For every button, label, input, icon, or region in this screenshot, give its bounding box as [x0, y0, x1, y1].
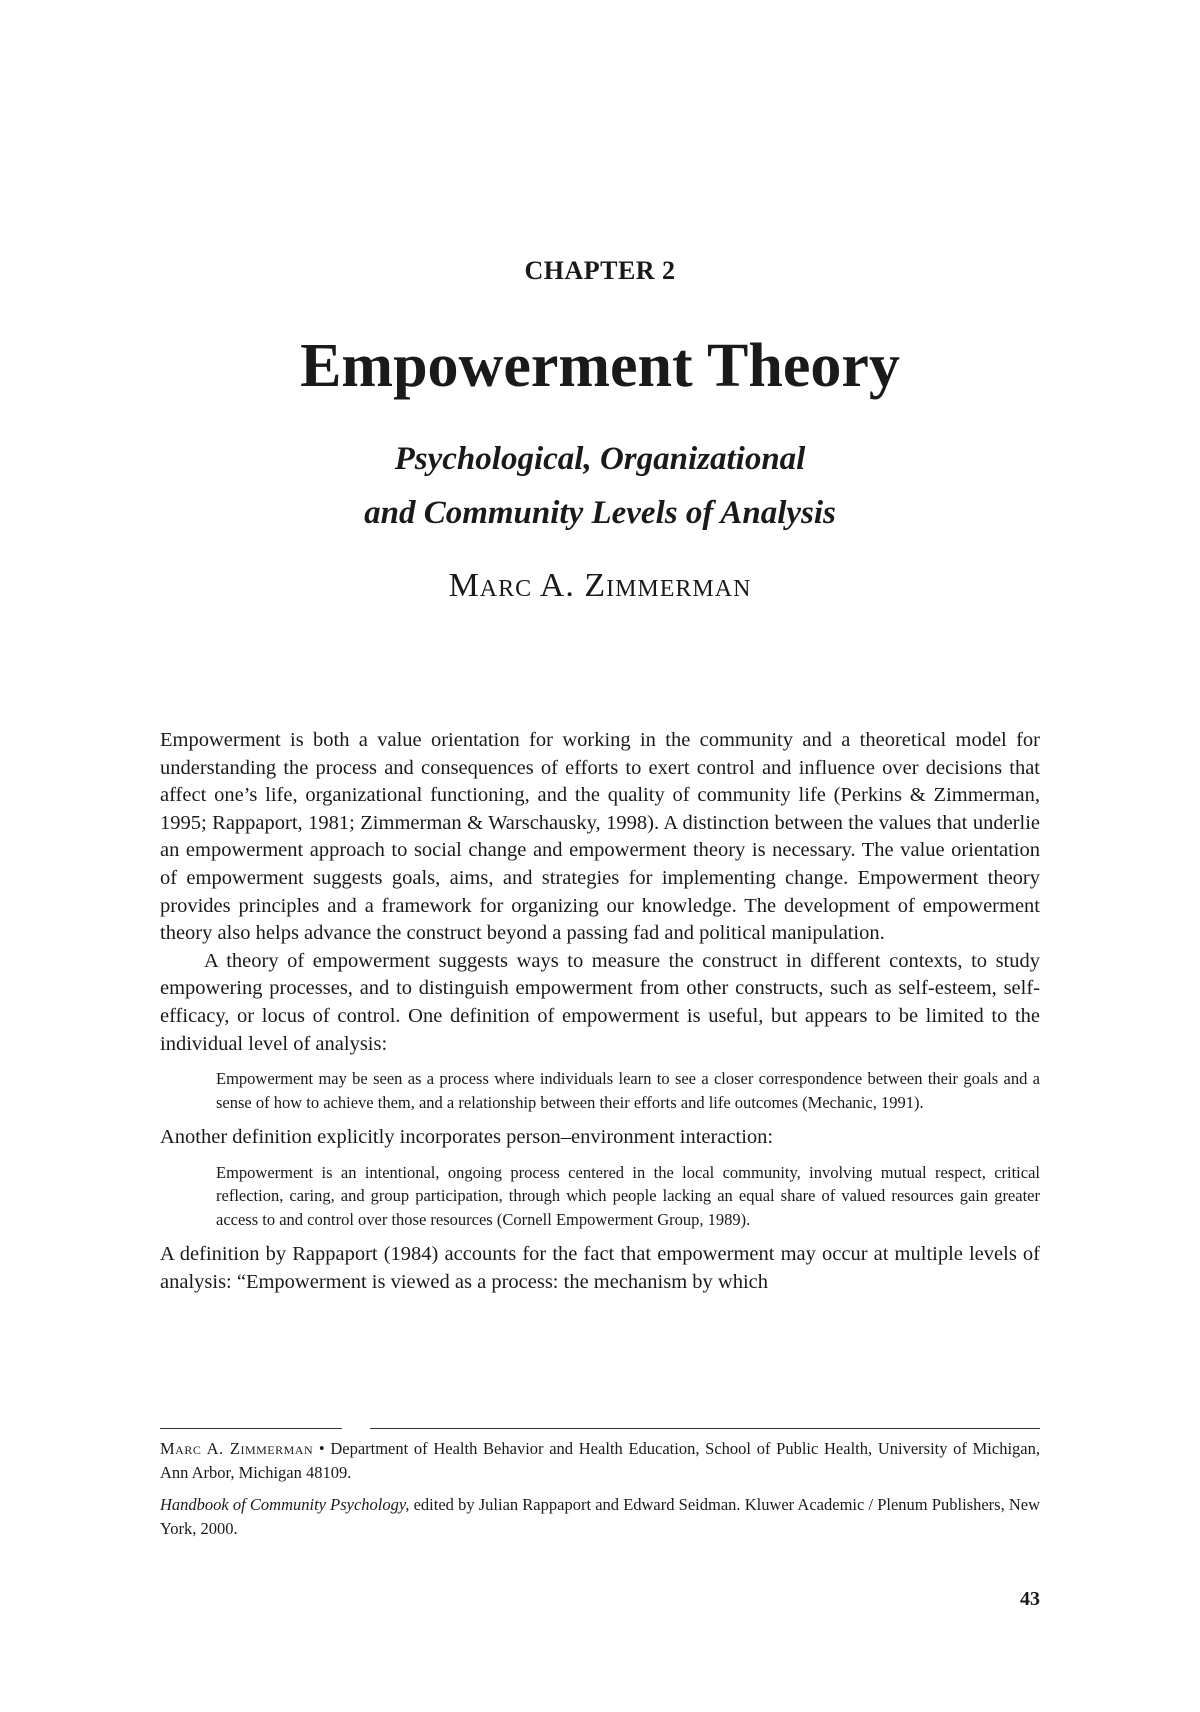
- block-quote-2: Empowerment is an intentional, ongoing process centered in the local community, involving mutual respect, critical reflection, caring, and group participation, through which people lacking an equal share of valued resources gain greater access to and control over those resources (Cornell Empowerment Group, 1989).: [216, 1162, 1040, 1229]
- footnote-rule-right: [370, 1428, 1040, 1429]
- footnote-author-affiliation: • Department of Health Behavior and Health Education, School of Public Health, University of Michigan, Ann Arbor, Michigan 48109.: [160, 1439, 1040, 1482]
- footnote-book-title: Handbook of Community Psychology,: [160, 1495, 410, 1514]
- paragraph-1: Empowerment is both a value orientation for working in the community and a theoretical model for understanding the process and consequences of efforts to exert control and influence over decisions that affect one’s life, organizational functioning, and the quality of community life (Perkins & Zimmerman, 1995; Rappaport, 1981; Zimmerman & Warschausky, 1998). A distinction between the values that underlie an empowerment approach to social change and empowerment theory is necessary. The value orientation of empowerment suggests goals, aims, and strategies for implementing change. Empowerment theory provides principles and a framework for organizing our knowledge. The development of empowerment theory also helps advance the construct beyond a passing fad and political manipulation.: [160, 729, 1040, 945]
- block-quote-1: Empowerment may be seen as a process where individuals learn to see a closer correspondence between their goals and a sense of how to achieve them, and a relationship between their efforts and life outcomes (Mechanic, 1991).: [216, 1069, 1040, 1112]
- paragraph-3: Another definition explicitly incorporates person–environment interaction:: [160, 1126, 774, 1149]
- footnote-author-name: Marc A. Zimmerman: [160, 1439, 314, 1458]
- page-number: 43: [1020, 1588, 1040, 1610]
- footnotes: [160, 1437, 1040, 1549]
- footnote-author: [160, 1437, 1040, 1485]
- chapter-subtitle: [0, 432, 1200, 540]
- subtitle-line-1: Psychological, Organizational: [394, 441, 806, 477]
- paragraph-2: A theory of empowerment suggests ways to measure the construct in different contexts, to study empowering processes, and to distinguish empowerment from other constructs, such as self-esteem, self-efficacy, or locus of control. One definition of empowerment is useful, but appears to be limited to the individual level of analysis:: [160, 949, 1040, 1055]
- chapter-title: Empowerment Theory: [300, 332, 900, 400]
- paragraph-4: A definition by Rappaport (1984) accounts for the fact that empowerment may occur at multiple levels of analysis: “Empowerment is viewed as a process: the mechanism by which: [160, 1243, 1040, 1293]
- chapter-label: CHAPTER 2: [524, 256, 676, 285]
- body-text: [160, 727, 1040, 1296]
- subtitle-line-2: and Community Levels of Analysis: [364, 495, 836, 531]
- footnote-book: [160, 1493, 1040, 1541]
- footnote-book-details: edited by Julian Rappaport and Edward Seidman. Kluwer Academic / Plenum Publishers, New York, 2000.: [160, 1495, 1041, 1538]
- author-name: Marc A. Zimmerman: [448, 567, 752, 604]
- footnote-rule-left: [160, 1428, 342, 1429]
